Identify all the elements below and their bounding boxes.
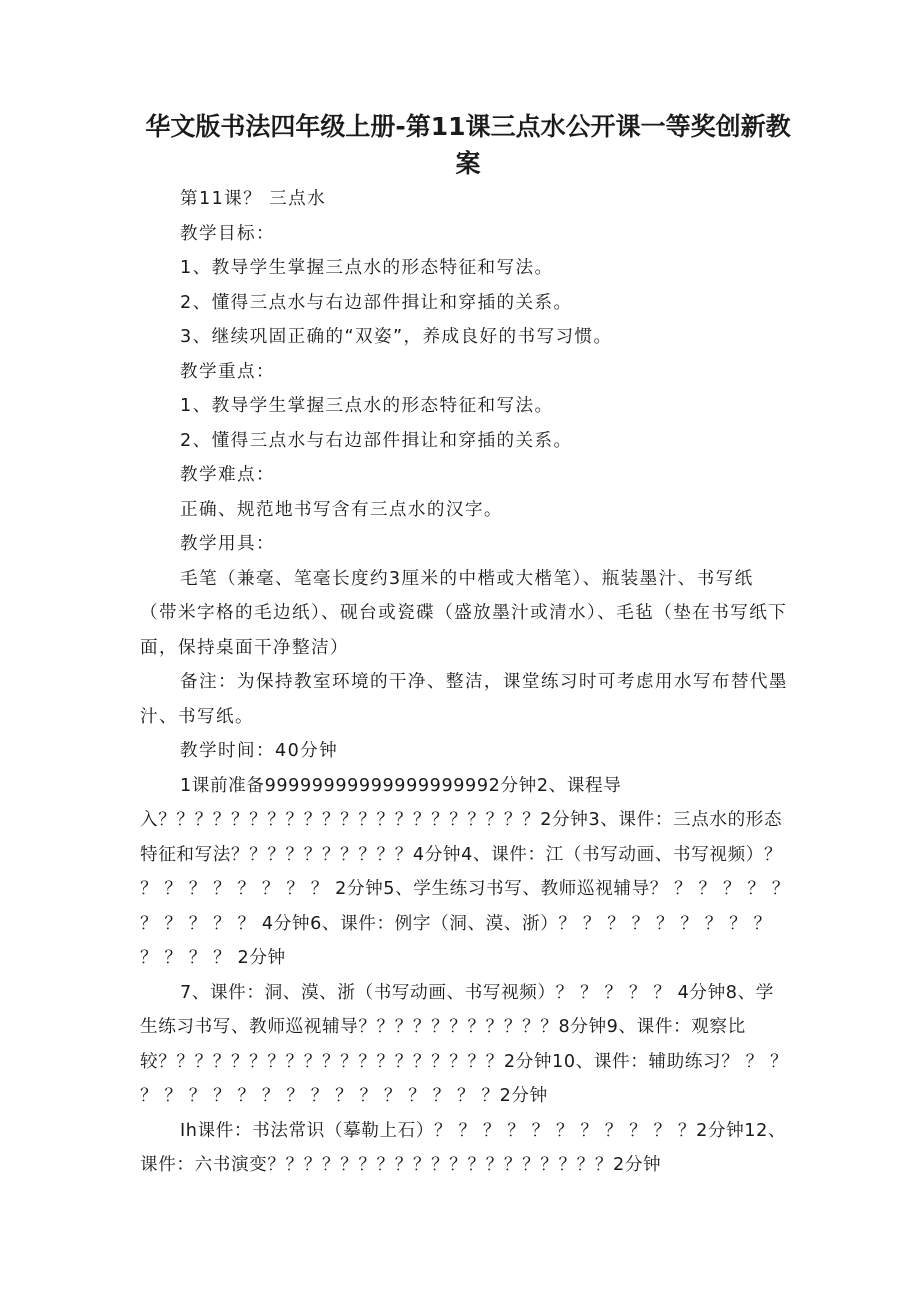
goal-item: 2、懂得三点水与右边部件揖让和穿插的关系。 bbox=[180, 292, 573, 313]
teaching-time: 教学时间：40分钟 bbox=[180, 741, 339, 761]
key-points-heading: 教学重点： bbox=[180, 361, 275, 382]
tools-heading: 教学用具： bbox=[180, 534, 275, 554]
goal-item: 1、教导学生掌握三点水的形态特征和写法。 bbox=[180, 258, 554, 278]
difficulty-text: 正确、规范地书写含有三点水的汉字。 bbox=[180, 499, 503, 520]
difficulty-heading: 教学难点： bbox=[180, 465, 275, 485]
lesson-name: 第11课？ 三点水 bbox=[180, 189, 327, 209]
schedule-paragraph: 1课前准备99999999999999999992分钟2、课程导入？？？？？？？？？？？？？？？？？？？？？2分钟3、课件：三点水的形态特征和写法？？？？？？？？？？4分钟4、课件：江（书写动画、书写视频）？ ？ ？ ？ ？ ？ ？ ？ ？ 2分钟5、学生练习书写、教师巡视辅导？ ？ ？ ？ ？ ？ ？ ？ ？ ？ ？ 4分钟6、课件：例字（洞、漠、浙）？ ？ ？ ？ ？ ？ ？ ？ ？ ？ ？ ？ ？ 2分钟 bbox=[140, 775, 790, 968]
goal-item: 3、继续巩固正确的“双姿”，养成良好的书写习惯。 bbox=[180, 327, 613, 347]
key-point-item: 1、教导学生掌握三点水的形态特征和写法。 bbox=[180, 396, 554, 416]
key-point-item: 2、懂得三点水与右边部件揖让和穿插的关系。 bbox=[180, 430, 573, 451]
schedule-paragraph: Ih课件：书法常识（摹勒上石）？ ？ ？ ？ ？ ？ ？ ？ ？ ？ ？2分钟12、课件：六书演变？？？？？？？？？？？？？？？？？？？2分钟 bbox=[140, 1120, 787, 1175]
document-title: 华文版书法四年级上册-第11课三点水公开课一等奖创新教案 bbox=[145, 112, 791, 178]
note-text: 备注：为保持教室环境的干净、整洁，课堂练习时可考虑用水写布替代墨汁、书写纸。 bbox=[140, 672, 788, 727]
tools-text: 毛笔（兼毫、笔毫长度约3厘米的中楷或大楷笔）、瓶装墨汁、书写纸（带米字格的毛边纸）、砚台或瓷碟（盛放墨汁或清水）、毛毡（垫在书写纸下面，保持桌面干净整洁） bbox=[140, 568, 788, 658]
goals-heading: 教学目标： bbox=[180, 223, 275, 244]
document-body bbox=[140, 182, 790, 1183]
schedule-paragraph: 7、课件：洞、漠、浙（书写动画、书写视频）？ ？ ？ ？ ？ 4分钟8、学生练习书写、教师巡视辅导？？？？？？？？？？？8分钟9、课件：观察比较？？？？？？？？？？？？？？？？？？？2分钟10、课件：辅助练习？ ？ ？ ？ ？ ？ ？ ？ ？ ？ ？ ？ ？ ？ ？ ？ ？ ？2分钟 bbox=[140, 982, 789, 1106]
